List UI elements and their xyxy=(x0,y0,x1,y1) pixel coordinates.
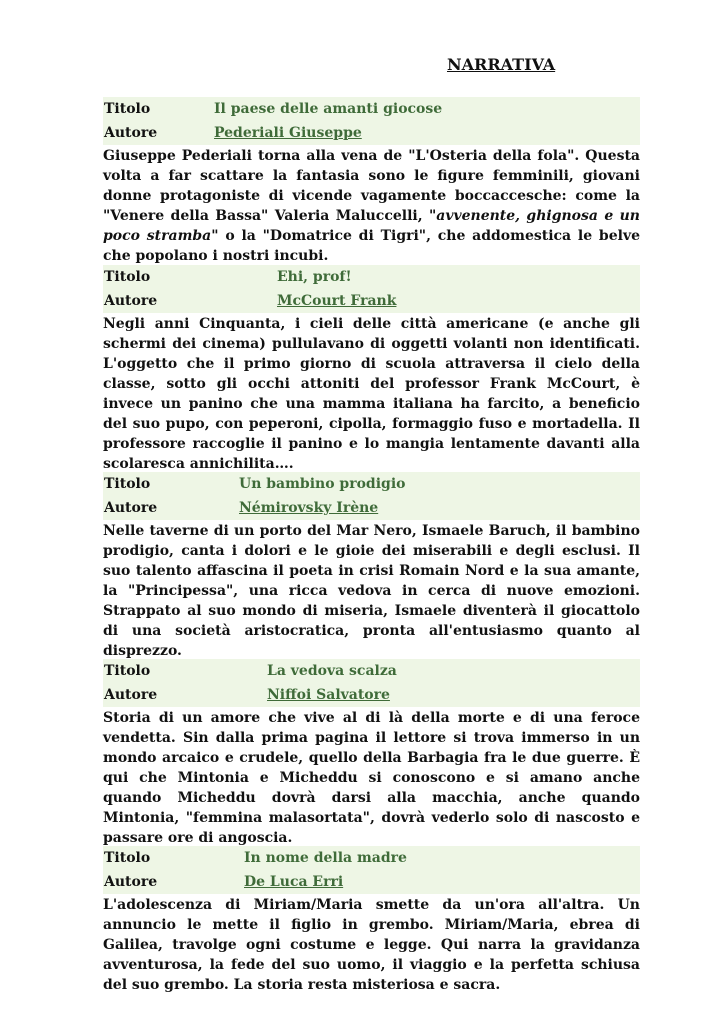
title-label: Titolo xyxy=(104,476,151,492)
book-entry xyxy=(103,472,640,661)
book-title: Ehi, prof! xyxy=(277,269,352,285)
book-description: L'adolescenza di Miriam/Maria smette da un'ora all'altra. Un annuncio le mette il figlio in grembo. Miriam/Maria, ebrea di Galilea, travolge ogni costume e legge. Qui narra la gravidanza avventurosa, la fede del suo uomo, il viaggio e la perfetta schiusa del suo grembo. La storia resta misteriosa e sacra. xyxy=(103,897,640,993)
book-title: Il paese delle amanti giocose xyxy=(214,101,443,117)
title-row xyxy=(103,97,640,121)
author-link[interactable]: McCourt Frank xyxy=(277,293,397,309)
book-title: In nome della madre xyxy=(244,850,407,866)
author-label: Autore xyxy=(104,500,158,516)
book-description xyxy=(103,146,640,266)
book-description: Storia di un amore che vive al di là della morte e di una feroce vendetta. Sin dalla prima pagina il lettore si trova immerso in un mondo arcaico e crudele, quello della Barbagia fra le due guerre. È qui che Mintonia e Micheddu si conoscono e si amano anche quando Micheddu dovrà darsi alla macchia, anche quando Mintonia, "femmina malasortata", dovrà vederlo solo di nascosto e passare ore di angoscia. xyxy=(103,710,640,846)
author-link[interactable]: Némirovsky Irène xyxy=(239,500,379,516)
title-label: Titolo xyxy=(104,101,151,117)
title-label: Titolo xyxy=(104,269,151,285)
author-label: Autore xyxy=(104,687,158,703)
author-link[interactable]: Pederiali Giuseppe xyxy=(214,125,362,141)
description-quote: "avvenente, ghignosa e un poco stramba" xyxy=(103,208,640,244)
author-label: Autore xyxy=(104,874,158,890)
title-label: Titolo xyxy=(104,850,151,866)
author-row xyxy=(103,870,640,894)
book-description: Negli anni Cinquanta, i cieli delle città americane (e anche gli schermi dei cinema) pullulavano di oggetti volanti non identificati. L'oggetto che il primo giorno di scuola attraversa il cielo della classe, sotto gli occhi attoniti del professor Frank McCourt, è invece un panino che una mamma italiana ha farcito, a beneficio del suo pupo, con peperoni, cipolla, formaggio fuso e mortadella. Il professore raccoglie il panino e lo mangia lentamente davanti alla scolaresca annichilita…. xyxy=(103,316,640,472)
book-entry xyxy=(103,659,640,848)
book-entry xyxy=(103,97,640,266)
title-row xyxy=(103,265,640,289)
author-link[interactable]: Niffoi Salvatore xyxy=(267,687,390,703)
description-text: Giuseppe Pederiali torna alla vena de "L'Osteria della fola". Questa volta a far scattare la fantasia sono le figure femminili, giovani donne protagoniste di vicende vagamente boccaccesche: come la "Venere della Bassa" Valeria Maluccelli, xyxy=(103,148,640,224)
author-label: Autore xyxy=(104,125,158,141)
author-row xyxy=(103,496,640,520)
author-link[interactable]: De Luca Erri xyxy=(244,874,344,890)
section-title: NARRATIVA xyxy=(447,55,556,74)
book-description: Nelle taverne di un porto del Mar Nero, Ismaele Baruch, il bambino prodigio, canta i dolori e le gioie dei miserabili e degli esclusi. Il suo talento affascina il poeta in crisi Romain Nord e la sua amante, la "Principessa", una ricca vedova in cerca di nuove emozioni. Strappato al suo mondo di miseria, Ismaele diventerà il giocattolo di una società aristocratica, pronta all'entusiasmo quanto al disprezzo. xyxy=(103,523,640,659)
author-row xyxy=(103,121,640,145)
author-row xyxy=(103,683,640,707)
description-text-end: o la "Domatrice di Tigri", che addomestica le belve che popolano i nostri incubi. xyxy=(103,228,640,264)
book-title: La vedova scalza xyxy=(267,663,397,679)
title-row xyxy=(103,846,640,870)
title-label: Titolo xyxy=(104,663,151,679)
book-entry xyxy=(103,846,640,995)
book-entry xyxy=(103,265,640,474)
title-row xyxy=(103,472,640,496)
author-row xyxy=(103,289,640,313)
author-label: Autore xyxy=(104,293,158,309)
book-title: Un bambino prodigio xyxy=(239,476,406,492)
title-row xyxy=(103,659,640,683)
